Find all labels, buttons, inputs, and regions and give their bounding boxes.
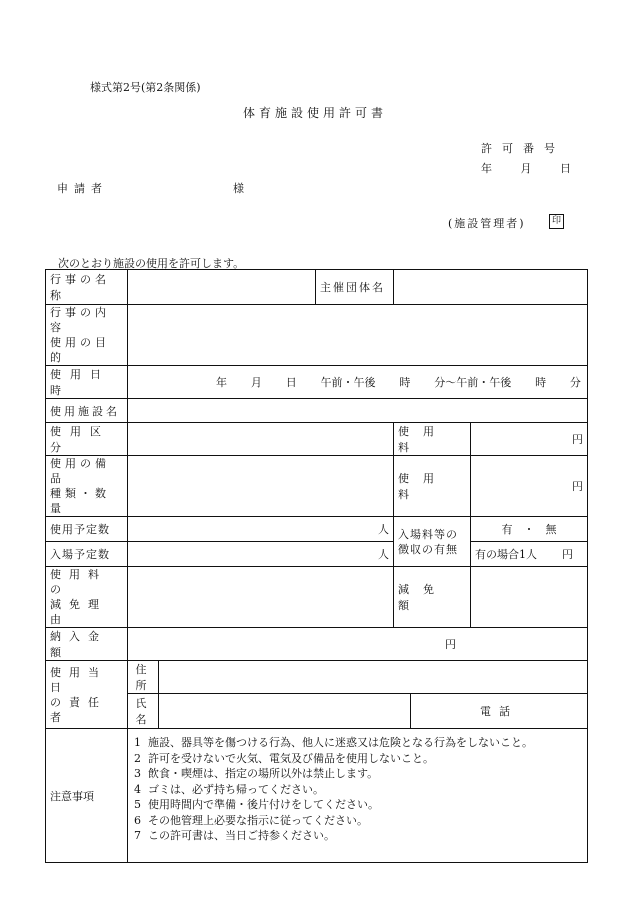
event-name-field[interactable]	[128, 270, 316, 305]
planned-users-label: 使用予定数	[46, 517, 128, 542]
name-field[interactable]	[159, 694, 411, 729]
dt-ampm1: 午前・午後	[320, 376, 376, 389]
date-day: 日	[560, 162, 571, 175]
per-person-label: 有の場合1人	[475, 548, 537, 561]
note-item: 2 許可を受けないで火気、電気及び備品を使用しないこと。	[134, 751, 434, 765]
datetime-label: 使用日時	[46, 366, 128, 399]
responsible-label	[46, 661, 128, 729]
fee-label-2: 使用料	[394, 456, 471, 517]
dt-month: 月	[250, 376, 262, 389]
dt-year: 年	[216, 376, 227, 389]
organizer-label: 主催団体名	[316, 270, 394, 305]
dt-hour2: 時	[535, 376, 547, 389]
row-planned-entrants	[46, 542, 588, 567]
equipment-label-line2: 種類・数量	[50, 487, 110, 515]
admission-yen: 円	[562, 548, 573, 561]
page-title: 体育施設使用許可書	[242, 106, 387, 120]
row-payment	[46, 628, 588, 661]
note-item: 4 ゴミは、必ず持ち帰ってください。	[134, 782, 324, 796]
admission-yes-no[interactable]: 有 ・ 無	[471, 517, 588, 542]
admission-label-line2: 徴収の有無	[398, 542, 458, 556]
planned-users-field[interactable]: 人	[128, 517, 394, 542]
event-name-label: 行事の名称	[46, 270, 128, 305]
manager-label: (施設管理者)	[448, 217, 526, 230]
reduction-label-line1: 使用料の	[50, 568, 107, 596]
planned-entrants-field[interactable]: 人	[128, 542, 394, 567]
row-equipment	[46, 456, 588, 517]
facility-field[interactable]	[128, 399, 588, 423]
note-item: 1 施設、器具等を傷つける行為、他人に迷惑又は危険となる行為をしないこと。	[134, 736, 533, 749]
equipment-label	[46, 456, 128, 517]
row-event-name	[46, 270, 588, 305]
content-label-line1: 行事の内容	[50, 306, 110, 334]
form-label: 様式第2号(第2条関係)	[90, 81, 201, 94]
usage-class-field[interactable]	[128, 423, 394, 456]
dt-min2: 分	[569, 376, 581, 389]
row-datetime	[46, 366, 588, 399]
reduction-amount-field[interactable]	[471, 567, 588, 628]
note-item: 5 使用時間内で準備・後片付けをしてください。	[134, 798, 379, 811]
content-label-line2: 使用の目的	[50, 336, 110, 364]
note-item: 6 その他管理上必要な指示に従ってください。	[134, 813, 368, 827]
note-item: 3 飲食・喫煙は、指定の場所以外は禁止します。	[134, 767, 379, 780]
equipment-label-line1: 使用の備品	[50, 457, 110, 485]
row-usage-class	[46, 423, 588, 456]
row-notes	[46, 729, 588, 863]
row-facility	[46, 399, 588, 423]
applicant-sama: 様	[233, 182, 244, 195]
permit-number-label: 許可番号	[481, 142, 565, 155]
row-content	[46, 305, 588, 366]
admission-fee-field[interactable]	[471, 542, 588, 567]
row-name-phone	[46, 694, 588, 729]
address-field[interactable]	[159, 661, 588, 694]
reduction-reason-field[interactable]	[128, 567, 394, 628]
reduction-label-line2: 減免理由	[50, 598, 107, 626]
fee-field-2[interactable]: 円	[471, 456, 588, 517]
equipment-field[interactable]	[128, 456, 394, 517]
dt-hour1: 時	[399, 376, 411, 389]
organizer-field[interactable]	[394, 270, 588, 305]
seal-mark: 印	[549, 214, 564, 229]
permit-form-table	[45, 269, 588, 863]
row-planned-users	[46, 517, 588, 542]
intro-text: 次のとおり施設の使用を許可します。	[58, 257, 245, 270]
address-label: 住所	[128, 661, 159, 694]
fee-field[interactable]: 円	[471, 423, 588, 456]
planned-entrants-label: 入場予定数	[46, 542, 128, 567]
dt-min-range: 分〜午前・午後	[434, 376, 512, 389]
row-reduction	[46, 567, 588, 628]
notes-list	[128, 729, 588, 863]
datetime-field[interactable]	[128, 366, 588, 399]
facility-label: 使用施設名	[46, 399, 128, 423]
responsible-label-line2: の責任者	[50, 695, 107, 724]
usage-class-label: 使用区分	[46, 423, 128, 456]
payment-field[interactable]: 円	[128, 628, 588, 661]
date-year: 年	[481, 162, 492, 175]
name-label: 氏名	[128, 694, 159, 729]
row-address	[46, 661, 588, 694]
reduction-amount-label: 減免額	[394, 567, 471, 628]
notes-label: 注意事項	[46, 729, 128, 863]
date-line	[481, 160, 571, 176]
note-item: 7 この許可書は、当日ご持参ください。	[134, 829, 335, 842]
responsible-label-line1: 使用当日	[50, 665, 107, 694]
phone-label: 電話	[411, 694, 588, 729]
payment-label: 納入金額	[46, 628, 128, 661]
content-field[interactable]	[128, 305, 588, 366]
admission-label-line1: 入場料等の	[398, 527, 458, 541]
fee-label: 使用料	[394, 423, 471, 456]
reduction-label	[46, 567, 128, 628]
admission-label	[394, 517, 471, 567]
dt-day: 日	[285, 376, 297, 389]
applicant-label: 申請者	[57, 182, 108, 195]
content-label	[46, 305, 128, 366]
date-month: 月	[520, 162, 532, 175]
